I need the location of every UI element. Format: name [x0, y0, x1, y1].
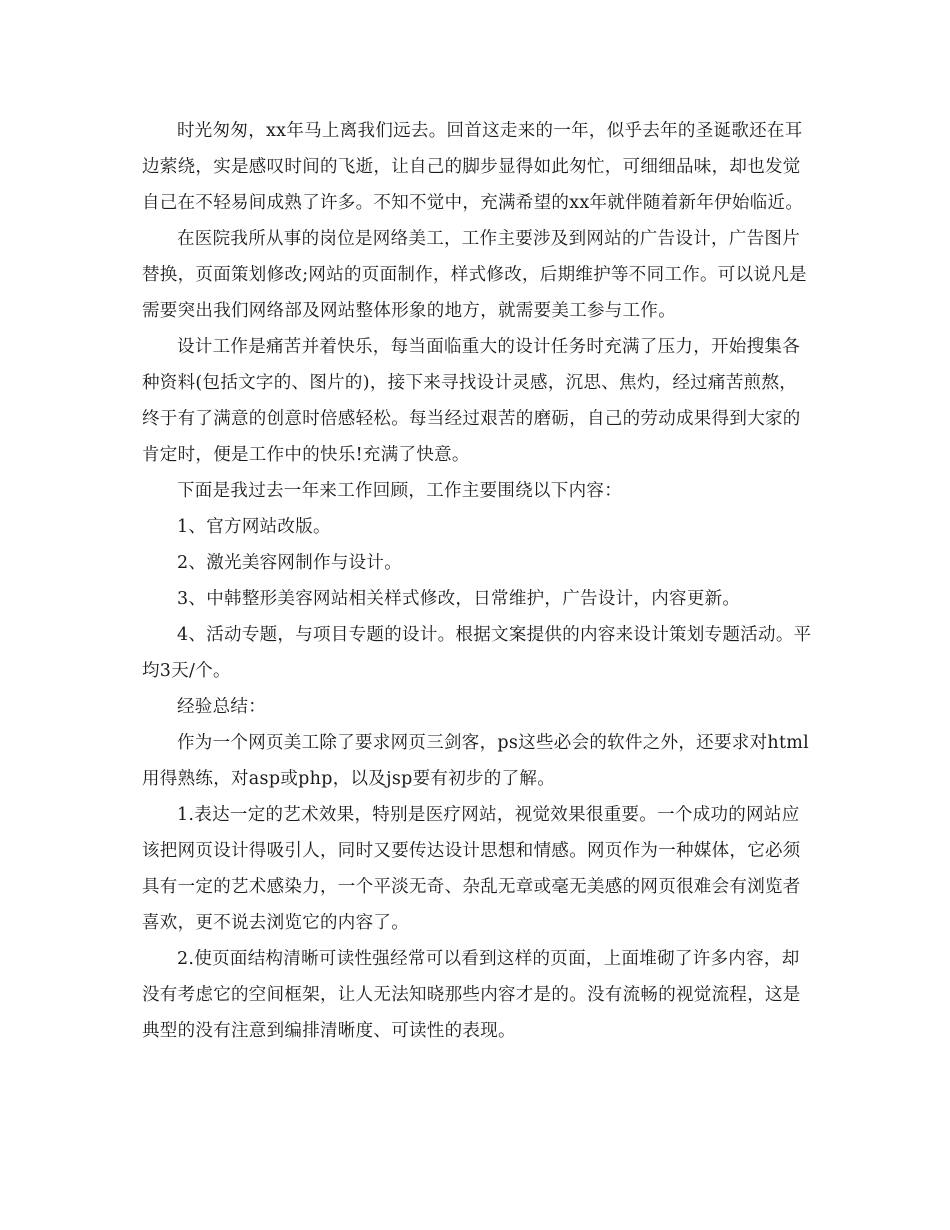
document-body — [142, 113, 812, 1049]
paragraph-intro: 时光匆匆，xx年马上离我们远去。回首这走来的一年，似乎去年的圣诞歌还在耳边萦绕，实是感叹时间的飞逝，让自己的脚步显得如此匆忙，可细细品味，却也发觉自己在不轻易间成熟了许多。不知不觉中，充满希望的xx年就伴随着新年伊始临近。 — [142, 121, 804, 213]
list-item-4: 4、活动专题，与项目专题的设计。根据文案提供的内容来设计策划专题活动。平均3天/个。 — [142, 625, 812, 681]
list-item-2: 2、激光美容网制作与设计。 — [177, 553, 403, 573]
list-item-3: 3、中韩整形美容网站相关样式修改，日常维护，广告设计，内容更新。 — [177, 589, 741, 609]
paragraph-skills: 作为一个网页美工除了要求网页三剑客，ps这些必会的软件之外，还要求对html用得熟练，对asp或php，以及jsp要有初步的了解。 — [142, 733, 810, 789]
paragraph-design-work: 设计工作是痛苦并着快乐，每当面临重大的设计任务时充满了压力，开始搜集各种资料(包括文字的、图片的)，接下来寻找设计灵感，沉思、焦灼，经过痛苦煎熬，终于有了满意的创意时倍感轻松。每当经过艰苦的磨砺，自己的劳动成果得到大家的肯定时，便是工作中的快乐!充满了快意。 — [142, 337, 801, 465]
paragraph-review-heading: 下面是我过去一年来工作回顾，工作主要围绕以下内容： — [177, 481, 622, 501]
list-item-1: 1、官方网站改版。 — [177, 517, 331, 537]
paragraph-job-role: 在医院我所从事的岗位是网络美工，工作主要涉及到网站的广告设计，广告图片替换，页面策划修改;网站的页面制作，样式修改，后期维护等不同工作。可以说凡是需要突出我们网络部及网站整体形象的地方，就需要美工参与工作。 — [142, 229, 807, 321]
experience-heading: 经验总结： — [177, 697, 266, 717]
paragraph-point-1: 1.表达一定的艺术效果，特别是医疗网站，视觉效果很重要。一个成功的网站应该把网页设计得吸引人，同时又要传达设计思想和情感。网页作为一种媒体，它必须具有一定的艺术感染力，一个平淡无奇、杂乱无章或毫无美感的网页很难会有浏览者喜欢，更不说去浏览它的内容了。 — [142, 805, 801, 933]
paragraph-point-2: 2.使页面结构清晰可读性强经常可以看到这样的页面，上面堆砌了许多内容，却没有考虑它的空间框架，让人无法知晓那些内容才是的。没有流畅的视觉流程，这是典型的没有注意到编排清晰度、可读性的表现。 — [142, 949, 801, 1041]
